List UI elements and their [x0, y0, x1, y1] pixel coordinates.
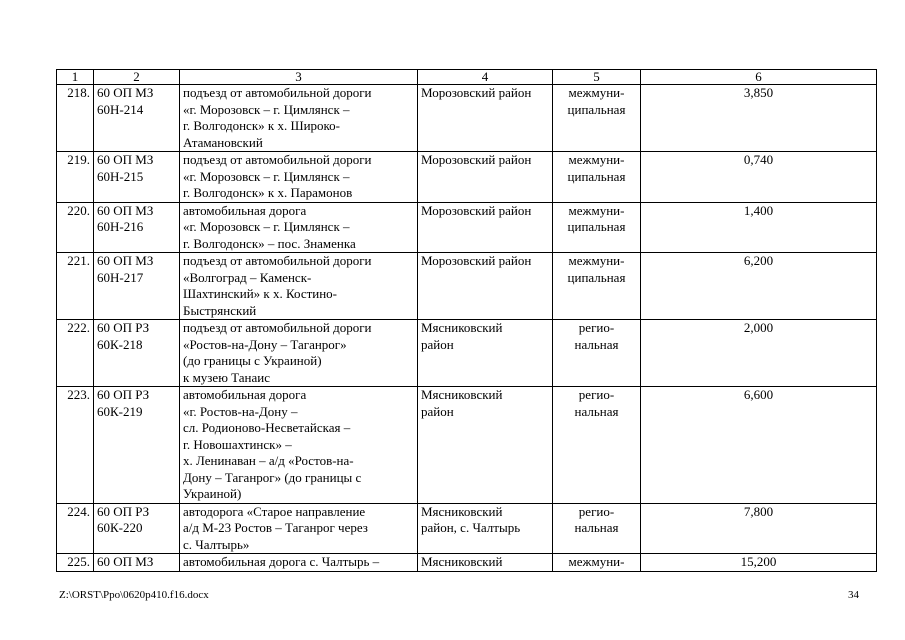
row-number: 219. — [57, 152, 94, 203]
road-name: автомобильная дорога «г. Ростов-на-Дону – сл. Родионово-Несветайская – г. Новошахтинск» – х. Ленинаван – а/д «Ростов-на- Дону – Таганрог» (до границы с Украиной) — [180, 387, 418, 504]
road-code: 60 ОП МЗ 60Н-214 — [94, 85, 180, 152]
road-length: 15,200 — [641, 554, 877, 572]
district: Мясниковский — [418, 554, 553, 572]
road-length: 6,600 — [641, 387, 877, 504]
road-length: 6,200 — [641, 253, 877, 320]
row-number: 225. — [57, 554, 94, 572]
table-row — [57, 320, 877, 387]
table-row — [57, 503, 877, 554]
roads-table — [56, 69, 877, 572]
road-type: межмуни- ципальная — [553, 202, 641, 253]
document-file-path: Z:\ORST\Ppo\0620p410.f16.docx — [59, 589, 209, 601]
road-name: подъезд от автомобильной дороги «г. Морозовск – г. Цимлянск – г. Волгодонск» к х. Широко- Атамановский — [180, 85, 418, 152]
header-col-6: 6 — [641, 70, 877, 85]
district: Морозовский район — [418, 85, 553, 152]
row-number: 224. — [57, 503, 94, 554]
road-name: подъезд от автомобильной дороги «г. Морозовск – г. Цимлянск – г. Волгодонск» к х. Парамонов — [180, 152, 418, 203]
row-number: 223. — [57, 387, 94, 504]
road-length: 0,740 — [641, 152, 877, 203]
district: Морозовский район — [418, 202, 553, 253]
district: Морозовский район — [418, 253, 553, 320]
page-number: 34 — [848, 589, 859, 601]
table-row — [57, 387, 877, 504]
road-type: межмуни- ципальная — [553, 253, 641, 320]
row-number: 220. — [57, 202, 94, 253]
district: Мясниковский район, с. Чалтырь — [418, 503, 553, 554]
road-code: 60 ОП МЗ — [94, 554, 180, 572]
district: Мясниковский район — [418, 320, 553, 387]
road-length: 2,000 — [641, 320, 877, 387]
road-code: 60 ОП РЗ 60К-218 — [94, 320, 180, 387]
road-name: автомобильная дорога с. Чалтырь – — [180, 554, 418, 572]
road-type: межмуни- — [553, 554, 641, 572]
row-number: 222. — [57, 320, 94, 387]
road-type: межмуни- ципальная — [553, 152, 641, 203]
road-code: 60 ОП МЗ 60Н-217 — [94, 253, 180, 320]
road-type: регио- нальная — [553, 503, 641, 554]
table-row — [57, 152, 877, 203]
road-length: 7,800 — [641, 503, 877, 554]
road-name: автодорога «Старое направление а/д М-23 Ростов – Таганрог через с. Чалтырь» — [180, 503, 418, 554]
road-name: подъезд от автомобильной дороги «Волгоград – Каменск- Шахтинский» к х. Костино- Быстрянский — [180, 253, 418, 320]
road-type: регио- нальная — [553, 387, 641, 504]
road-name: автомобильная дорога «г. Морозовск – г. Цимлянск – г. Волгодонск» – пос. Знаменка — [180, 202, 418, 253]
header-col-3: 3 — [180, 70, 418, 85]
road-code: 60 ОП МЗ 60Н-215 — [94, 152, 180, 203]
road-type: регио- нальная — [553, 320, 641, 387]
table-header-row — [57, 70, 877, 85]
row-number: 218. — [57, 85, 94, 152]
header-col-1: 1 — [57, 70, 94, 85]
road-code: 60 ОП РЗ 60К-220 — [94, 503, 180, 554]
road-length: 3,850 — [641, 85, 877, 152]
table-row — [57, 202, 877, 253]
road-code: 60 ОП РЗ 60К-219 — [94, 387, 180, 504]
header-col-5: 5 — [553, 70, 641, 85]
road-code: 60 ОП МЗ 60Н-216 — [94, 202, 180, 253]
road-name: подъезд от автомобильной дороги «Ростов-на-Дону – Таганрог» (до границы с Украиной) к музею Танаис — [180, 320, 418, 387]
row-number: 221. — [57, 253, 94, 320]
road-type: межмуни- ципальная — [553, 85, 641, 152]
district: Мясниковский район — [418, 387, 553, 504]
road-length: 1,400 — [641, 202, 877, 253]
table-row — [57, 554, 877, 572]
district: Морозовский район — [418, 152, 553, 203]
table-row — [57, 85, 877, 152]
header-col-2: 2 — [94, 70, 180, 85]
header-col-4: 4 — [418, 70, 553, 85]
table-row — [57, 253, 877, 320]
